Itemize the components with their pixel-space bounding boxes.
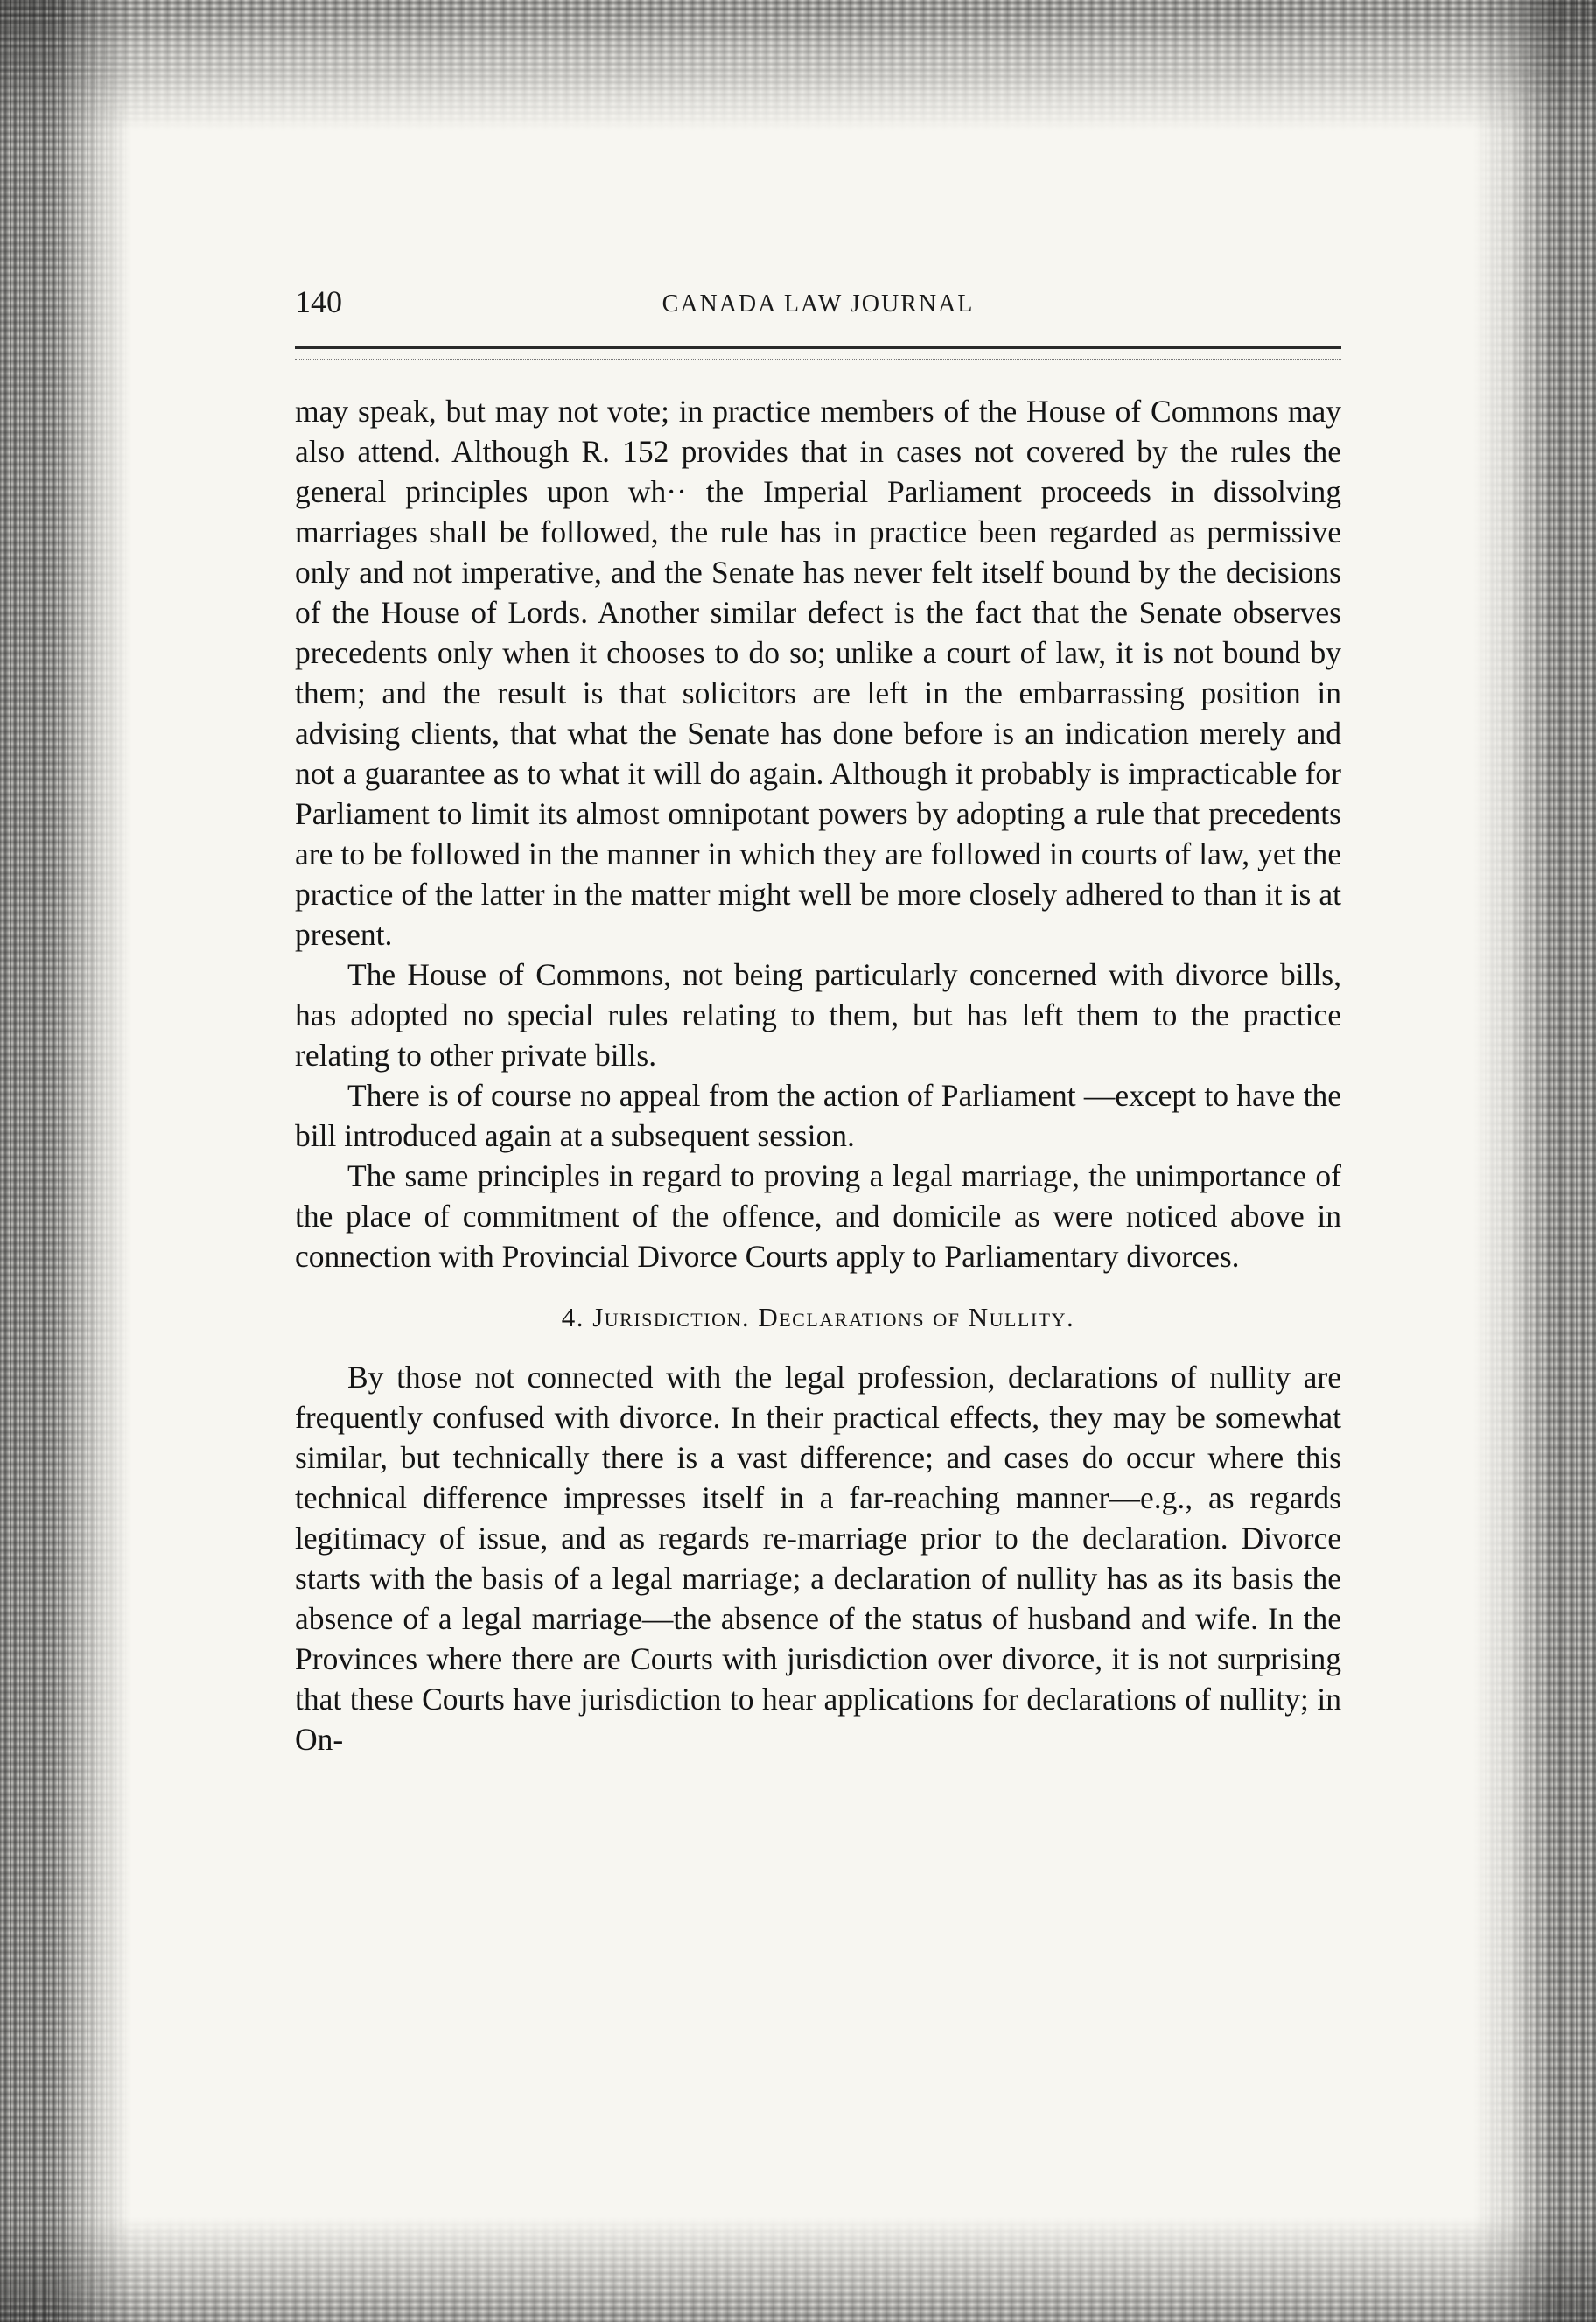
scan-border-right (1474, 0, 1596, 2322)
paragraph: The House of Commons, not being particularly concerned with divorce bills, has adopted no special rules relating to them, but has left them to the practice relating to other private bills. (295, 957, 1341, 1073)
paragraph: The same principles in regard to proving a legal marriage, the unimportance of the place of commitment of the offence, and domicile as were noticed above in connection with Provincial Divorce Courts apply to Parliamentary divorces. (295, 1158, 1341, 1274)
header-rule-faint (295, 359, 1341, 360)
scan-border-left (0, 0, 131, 2322)
body-text (295, 391, 1341, 1759)
paragraph: By those not connected with the legal profession, declarations of nullity are frequently confused with divorce. In their practical effects, they may be somewhat similar, but technically there is a vast difference; and cases do occur where this technical difference impresses itself in a far-reaching manner—e.g., as regards legitimacy of issue, and as regards re-marriage prior to the declaration. Divorce starts with the basis of a legal marriage; a declaration of nullity has as its basis the absence of a legal marriage—the absence of the status of husband and wife. In the Provinces where there are Courts with jurisdiction over divorce, it is not surprising that these Courts have jurisdiction to hear applications for declarations of nullity; in On- (295, 1360, 1341, 1757)
paragraph: There is of course no appeal from the action of Parliament —except to have the bill introduced again at a subsequent session. (295, 1078, 1341, 1153)
page-header (295, 278, 1341, 331)
header-rule (295, 346, 1341, 349)
scan-border-bottom (0, 2217, 1596, 2322)
running-head: CANADA LAW JOURNAL (662, 290, 975, 318)
page-number: 140 (295, 284, 342, 319)
section-heading: 4. Jurisdiction. Declarations of Nullity. (561, 1302, 1075, 1332)
scan-border-top (0, 0, 1596, 131)
paragraph: may speak, but may not vote; in practice members of the House of Commons may also attend. Although R. 152 provides that in cases not covered by the rules the general principles upon wh·· the Imperial Parliament proceeds in dissolving marriages shall be followed, the rule has in practice been regarded as permissive only and not imperative, and the Senate has never felt itself bound by the decisions of the House of Lords. Another similar defect is the fact that the Senate observes precedents only when it chooses to do so; unlike a court of law, it is not bound by them; and the result is that solicitors are left in the embarrassing position in advising clients, that what the Senate has done before is an indication merely and not a guarantee as to what it will do again. Although it probably is impracticable for Parliament to limit its almost omnipotant powers by adopting a rule that precedents are to be followed in the manner in which they are followed in courts of law, yet the practice of the latter in the matter might well be more closely adhered to than it is at present. (295, 394, 1341, 952)
